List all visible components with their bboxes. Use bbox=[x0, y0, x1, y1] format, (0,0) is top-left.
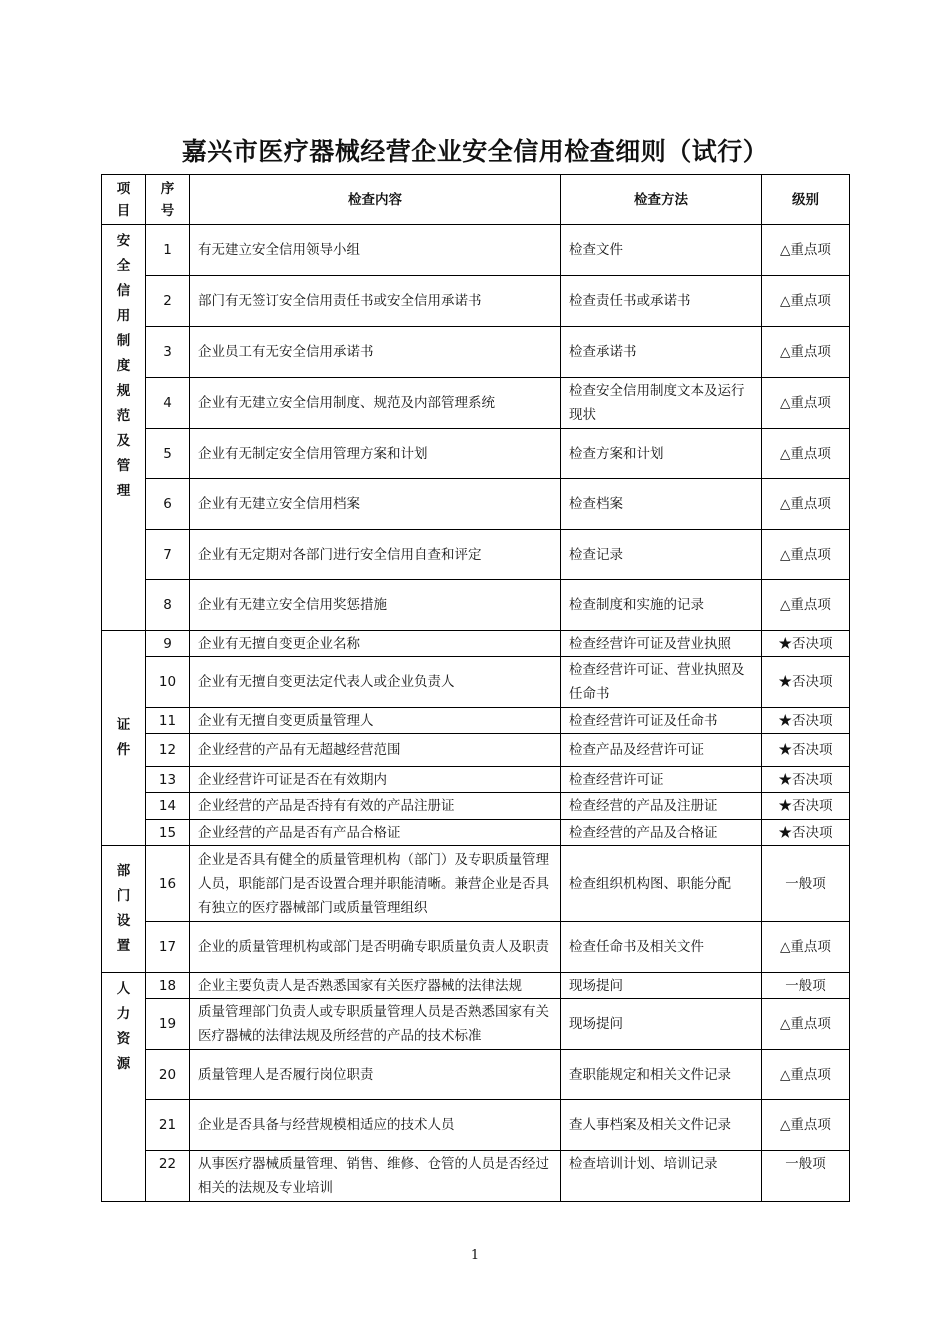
row-content: 质量管理人是否履行岗位职责 bbox=[190, 1050, 561, 1100]
row-content: 企业经营的产品是否有产品合格证 bbox=[190, 820, 561, 846]
table-row bbox=[102, 1151, 850, 1202]
table-row bbox=[102, 631, 850, 657]
row-level: ★否决项 bbox=[762, 708, 850, 734]
row-content: 企业有无擅自变更企业名称 bbox=[190, 631, 561, 657]
row-seq: 21 bbox=[146, 1100, 190, 1151]
row-level: △重点项 bbox=[762, 999, 850, 1050]
table-row bbox=[102, 820, 850, 846]
row-seq: 4 bbox=[146, 378, 190, 429]
header-method: 检查方法 bbox=[561, 175, 762, 225]
row-seq: 14 bbox=[146, 793, 190, 820]
header-level: 级别 bbox=[762, 175, 850, 225]
row-seq: 20 bbox=[146, 1050, 190, 1100]
row-level: 一般项 bbox=[762, 1151, 850, 1202]
row-content: 质量管理部门负责人或专职质量管理人员是否熟悉国家有关医疗器械的法律法规及所经营的产品的技术标准 bbox=[190, 999, 561, 1050]
row-content: 企业有无定期对各部门进行安全信用自查和评定 bbox=[190, 530, 561, 580]
table-row bbox=[102, 734, 850, 767]
row-level: 一般项 bbox=[762, 846, 850, 922]
table-row bbox=[102, 657, 850, 708]
category-cell: 部门设置 bbox=[102, 846, 146, 973]
row-level: △重点项 bbox=[762, 530, 850, 580]
row-method: 检查组织机构图、职能分配 bbox=[561, 846, 762, 922]
row-seq: 7 bbox=[146, 530, 190, 580]
row-method: 检查经营的产品及合格证 bbox=[561, 820, 762, 846]
row-seq: 17 bbox=[146, 922, 190, 973]
row-method: 检查经营许可证及营业执照 bbox=[561, 631, 762, 657]
row-content: 企业有无建立安全信用档案 bbox=[190, 479, 561, 530]
row-method: 检查档案 bbox=[561, 479, 762, 530]
table-row bbox=[102, 922, 850, 973]
row-level: △重点项 bbox=[762, 378, 850, 429]
row-seq: 5 bbox=[146, 429, 190, 479]
row-seq: 3 bbox=[146, 327, 190, 378]
row-level: △重点项 bbox=[762, 1100, 850, 1151]
row-content: 企业经营许可证是否在有效期内 bbox=[190, 767, 561, 793]
table-row bbox=[102, 479, 850, 530]
table-row bbox=[102, 580, 850, 631]
row-content: 企业经营的产品有无超越经营范围 bbox=[190, 734, 561, 767]
header-category: 项目 bbox=[102, 175, 146, 225]
row-level: △重点项 bbox=[762, 225, 850, 276]
row-content: 有无建立安全信用领导小组 bbox=[190, 225, 561, 276]
row-content: 企业主要负责人是否熟悉国家有关医疗器械的法律法规 bbox=[190, 973, 561, 999]
row-method: 检查产品及经营许可证 bbox=[561, 734, 762, 767]
row-seq: 9 bbox=[146, 631, 190, 657]
row-level: △重点项 bbox=[762, 276, 850, 327]
row-level: ★否决项 bbox=[762, 734, 850, 767]
row-level: ★否决项 bbox=[762, 820, 850, 846]
row-content: 企业有无建立安全信用奖惩措施 bbox=[190, 580, 561, 631]
row-content: 企业的质量管理机构或部门是否明确专职质量负责人及职责 bbox=[190, 922, 561, 973]
table-row bbox=[102, 378, 850, 429]
row-seq: 12 bbox=[146, 734, 190, 767]
table-row bbox=[102, 1100, 850, 1151]
table-row bbox=[102, 429, 850, 479]
row-method: 查人事档案及相关文件记录 bbox=[561, 1100, 762, 1151]
page-number: 1 bbox=[470, 1248, 480, 1263]
row-content: 企业有无建立安全信用制度、规范及内部管理系统 bbox=[190, 378, 561, 429]
row-method: 检查文件 bbox=[561, 225, 762, 276]
row-method: 查职能规定和相关文件记录 bbox=[561, 1050, 762, 1100]
row-method: 检查方案和计划 bbox=[561, 429, 762, 479]
category-cell: 安全信用制度规范及管理 bbox=[102, 225, 146, 631]
row-seq: 22 bbox=[146, 1151, 190, 1202]
row-level: ★否决项 bbox=[762, 657, 850, 708]
row-content: 部门有无签订安全信用责任书或安全信用承诺书 bbox=[190, 276, 561, 327]
row-level: △重点项 bbox=[762, 1050, 850, 1100]
row-content: 企业有无制定安全信用管理方案和计划 bbox=[190, 429, 561, 479]
table-row bbox=[102, 530, 850, 580]
row-method: 检查经营许可证、营业执照及任命书 bbox=[561, 657, 762, 708]
row-method: 检查经营许可证及任命书 bbox=[561, 708, 762, 734]
table-row bbox=[102, 999, 850, 1050]
header-content: 检查内容 bbox=[190, 175, 561, 225]
inspection-table bbox=[101, 174, 850, 1202]
row-seq: 10 bbox=[146, 657, 190, 708]
header-seq: 序号 bbox=[146, 175, 190, 225]
row-content: 企业有无擅自变更质量管理人 bbox=[190, 708, 561, 734]
row-content: 从事医疗器械质量管理、销售、维修、仓管的人员是否经过相关的法规及专业培训 bbox=[190, 1151, 561, 1202]
row-level: △重点项 bbox=[762, 429, 850, 479]
row-method: 检查承诺书 bbox=[561, 327, 762, 378]
table-row bbox=[102, 846, 850, 922]
row-method: 检查安全信用制度文本及运行现状 bbox=[561, 378, 762, 429]
row-level: 一般项 bbox=[762, 973, 850, 999]
table-row bbox=[102, 973, 850, 999]
row-content: 企业是否具备与经营规模相适应的技术人员 bbox=[190, 1100, 561, 1151]
table-row bbox=[102, 327, 850, 378]
row-method: 现场提问 bbox=[561, 973, 762, 999]
row-method: 检查培训计划、培训记录 bbox=[561, 1151, 762, 1202]
row-method: 检查记录 bbox=[561, 530, 762, 580]
row-content: 企业有无擅自变更法定代表人或企业负责人 bbox=[190, 657, 561, 708]
category-cell: 证件 bbox=[102, 631, 146, 846]
table-row bbox=[102, 708, 850, 734]
table-row bbox=[102, 1050, 850, 1100]
page-title: 嘉兴市医疗器械经营企业安全信用检查细则（试行） bbox=[181, 137, 769, 166]
row-level: ★否决项 bbox=[762, 631, 850, 657]
row-method: 检查经营的产品及注册证 bbox=[561, 793, 762, 820]
table-row bbox=[102, 225, 850, 276]
row-seq: 13 bbox=[146, 767, 190, 793]
row-level: △重点项 bbox=[762, 327, 850, 378]
row-method: 检查经营许可证 bbox=[561, 767, 762, 793]
row-content: 企业员工有无安全信用承诺书 bbox=[190, 327, 561, 378]
row-method: 现场提问 bbox=[561, 999, 762, 1050]
row-seq: 1 bbox=[146, 225, 190, 276]
row-seq: 6 bbox=[146, 479, 190, 530]
row-seq: 2 bbox=[146, 276, 190, 327]
row-seq: 18 bbox=[146, 973, 190, 999]
table-header-row bbox=[102, 175, 850, 225]
row-method: 检查制度和实施的记录 bbox=[561, 580, 762, 631]
row-level: ★否决项 bbox=[762, 767, 850, 793]
row-seq: 19 bbox=[146, 999, 190, 1050]
row-method: 检查责任书或承诺书 bbox=[561, 276, 762, 327]
table-row bbox=[102, 793, 850, 820]
row-level: △重点项 bbox=[762, 479, 850, 530]
category-cell: 人力资源 bbox=[102, 973, 146, 1202]
row-level: △重点项 bbox=[762, 580, 850, 631]
row-seq: 8 bbox=[146, 580, 190, 631]
table-row bbox=[102, 276, 850, 327]
table-row bbox=[102, 767, 850, 793]
row-content: 企业经营的产品是否持有有效的产品注册证 bbox=[190, 793, 561, 820]
row-method: 检查任命书及相关文件 bbox=[561, 922, 762, 973]
row-seq: 16 bbox=[146, 846, 190, 922]
row-seq: 11 bbox=[146, 708, 190, 734]
row-seq: 15 bbox=[146, 820, 190, 846]
row-level: ★否决项 bbox=[762, 793, 850, 820]
row-content: 企业是否具有健全的质量管理机构（部门）及专职质量管理人员，职能部门是否设置合理并职能清晰。兼营企业是否具有独立的医疗器械部门或质量管理组织 bbox=[190, 846, 561, 922]
row-level: △重点项 bbox=[762, 922, 850, 973]
